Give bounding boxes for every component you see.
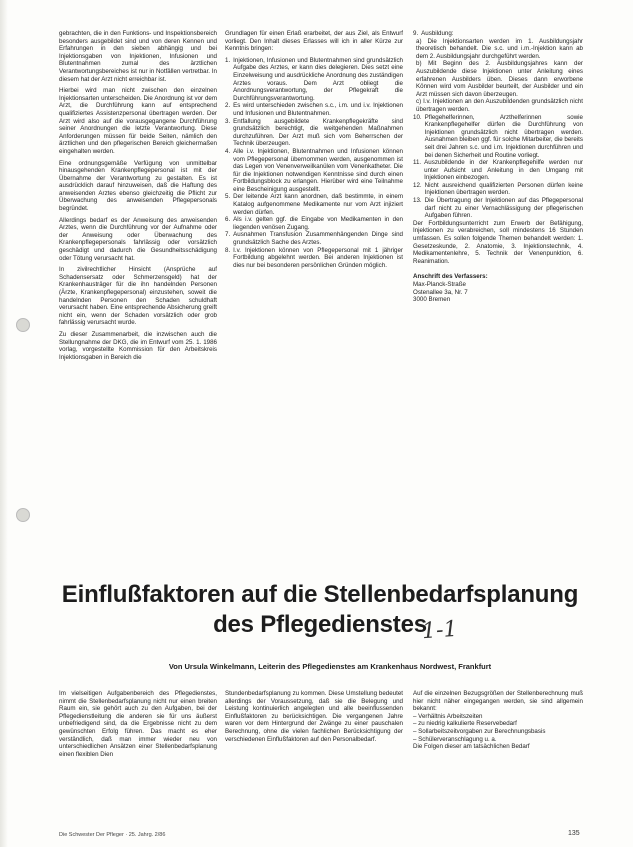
item-number: 12. [413, 181, 422, 189]
column-1-paragraph: In zivilrechtlicher Hinsicht (Ansprüche auf Schadensersatz oder Schmerzensgeld) hat der Krankenhausträger für die ihn handelnden Personen (Ärzte, Krankenpflegepersonal) einzustehen, soweit die handelnden Personen den Schaden schuldhaft verursacht haben. Eine entsprechende Absicherung greift nicht ein, wenn der Schaden vorsätzlich oder grob fahrlässig verursacht wurde. [59, 266, 217, 327]
item-number: 3. [225, 117, 231, 125]
item-number: 4. [225, 147, 231, 155]
page-number: 135 [568, 830, 580, 837]
bottom-text-3-end: Die Folgen dieser am tatsächlichen Bedarf [413, 743, 530, 751]
item-text: b) Mit Beginn des 2. Ausbildungsjahres kann der Auszubildende diese Injektionen unter Anleitung eines erfahrenen Ausbilders üben. Dieses dann erworbene Können wird vom Ausbilder beurteilt, der Ausbilder und ein Arzt müssen sich davon überzeugen. [416, 60, 583, 98]
numbered-item [413, 98, 583, 113]
headline-line-1: Einflußfaktoren auf die Stellenbedarfsplanung [61, 581, 579, 608]
item-text: Die Übertragung der Injektionen auf das Pflegepersonal darf nicht zu einer Vernachlässigung der pflegerischen Aufgaben führen. [424, 197, 583, 220]
bottom-column-1 [59, 690, 217, 830]
item-number: 9. [413, 30, 419, 37]
numbered-item [225, 102, 403, 117]
item-number: 2. [225, 102, 231, 110]
numbered-item [413, 38, 583, 61]
item-text: I.v. Injektionen können von Pflegepersonal mit 1 jähriger Fortbildung abgelehnt werden. Bei anderen Injektionen ist dies nur bei besonderen persönlichen Gründen möglich. [233, 246, 403, 269]
column-3-closing: Der Fortbildungsunterricht zum Erwerb der Befähigung, Injektionen zu verabreichen, soll mindestens 16 Stunden umfassen. Es sollen folgende Themen behandelt werden: 1. Gesetzeskunde, 2. Anatomie, 3. Injektionstechnik, 4. Medikamentenlehre, 5. Technik der Venenpunktion, 6. Reanimation. [413, 219, 583, 265]
numbered-item [225, 118, 403, 148]
scan-shadow [0, 0, 8, 847]
item-text: Nicht ausreichend qualifizierten Personen dürfen keine Injektionen übertragen werden. [424, 181, 583, 197]
bottom-text-1: Im vielseitigen Aufgabenbereich des Pflegedienstes, nimmt die Stellenbedarfsplanung nicht nur einen breiten Raum ein, sie gehört auch zu den Aufgaben, bei der Pflegedienstleitung die anderen sie für uns äußerst unbefriedigend sind, da die Ergebnisse nicht zu dem gewünschten Erfolg führen. Das macht es eher verständlich, daß man immer wieder neu von unterschiedlichen Ansätzen einer Stellenbedarfsplanung einen flexiblen Dien [59, 690, 217, 758]
item-text: Pflegehelferinnen, Arzthelferinnen sowie Krankenpflegehelfer dürfen die Durchführung von Injektionen grundsätzlich nicht übertragen werden. Ausnahmen bleiben ggf. für solche Mitarbeiter, die bereits seit drei Jahren s.c. und i.m. Injektionen durchführen und bei denen Sicherheit und Routine vorliegt. [424, 113, 583, 159]
numbered-item [225, 57, 403, 103]
bottom-text-2: Stundenbedarfsplanung zu kommen. Diese Umstellung bedeutet allerdings der Voraussetzung, daß sie die Belegung und Leistung kontinuierlich angelegten und alle beeinflussenden Einflußfaktoren zu berücksichtigen. Die vergangenen Jahre waren vor dem Hintergrund der Zwänge zu einer pauschalen Berechnung, ohne die vielen fachlichen Berücksichtigung der verschiedenen Einflußfaktoren auf den Personalbedarf. [225, 690, 403, 743]
item-text: Auszubildende in der Krankenpflegehilfe werden nur unter Aufsicht und Anleitung in den Umgang mit Injektionen einbezogen. [424, 159, 583, 182]
footer-journal: Die Schwester Der Pfleger · 25. Jahrg. 2/86 [59, 832, 166, 838]
column-1-paragraph: gebrachten, die in den Funktions- und Inspektionsbereich besonders ausgebildet sind und von deren Kennen und Erfahrungen in den sieben abhängig und bei Injektionsgaben von Injektionen, Infusionen und Blutentnahmen zumal des ärztlichen Verantwortungsbereiches ist nur in Notfällen vertretbar. In diesem hat der Arzt nicht erreichbar ist. [59, 30, 217, 83]
column-1 [59, 30, 217, 508]
author-line: 3000 Bremen [413, 296, 451, 304]
author-address [413, 273, 583, 303]
bottom-list-item: – Schülerveranschlagung u. a. [413, 735, 497, 743]
item-number: 10. [413, 113, 422, 121]
numbered-item [225, 231, 403, 246]
numbered-item [413, 182, 583, 197]
punch-hole [16, 318, 30, 332]
item-number: 13. [413, 197, 422, 205]
item-text: a) Die Injektionsarten werden im 1. Ausbildungsjahr theoretisch behandelt. Die s.c. und i.m.-Injektion kann ab dem 2. Ausbildungsjahr durchgeführt werden. [416, 37, 583, 60]
numbered-item [413, 114, 583, 160]
bottom-list-item: – Verhältnis Arbeitszeiten [413, 712, 483, 720]
item-number: 7. [225, 231, 231, 239]
column-3 [413, 30, 583, 510]
column-1-paragraph: Allerdings bedarf es der Anweisung des anweisenden Arztes, wenn die Durchführung vor der Aufnahme oder der Anweisung oder Überwachung des Krankenpflegepersonals fahrlässig oder vorsätzlich geschädigt und dadurch die Gesundheitsschädigung oder Tötung verursacht hat. [59, 216, 217, 262]
item-text: Alle i.v. Injektionen, Blutentnahmen und Infusionen können vom Pflegepersonal übernommen werden, ausgenommen ist das Legen von Venenverweilkanülen vom Venenkatheter. Die für die Injektionen notwendigen Kenntnisse sind durch einen Fortbildungsblock zu erlangen. Hierüber wird eine Teilnahme eine Bescheinigung ausgestellt. [233, 147, 403, 193]
column-2 [225, 30, 403, 508]
item-text: Als i.v. gelten ggf. die Eingabe von Medikamenten in den liegenden venösen Zugang. [233, 216, 403, 231]
item-text: Ausnahmen Transfusion Zusammenhängenden Dinge sind grundsätzlich Sache des Arztes. [233, 231, 403, 247]
numbered-item [413, 30, 583, 38]
item-number: 8. [225, 246, 231, 254]
item-number: 5. [225, 193, 231, 201]
numbered-item [225, 216, 403, 231]
item-text: Injektionen, Infusionen und Blutentnahmen sind grundsätzlich Aufgabe des Arztes, er kann dies delegieren. Dies setzt eine Einzelweisung und ausdrückliche Anordnung des zuständigen Arztes voraus. Dem Arzt obliegt die Anordnungsverantwortung, der Pflegekraft die Durchführungsverantwortung. [233, 56, 403, 102]
item-number: 6. [225, 216, 231, 224]
column-2-intro: Grundlagen für einen Erlaß erarbeitet, der aus Ziel, als Entwurf vorliegt. Den Inhalt dieses Erlasses will ich in aller Kürze zur Kenntnis bringen: [225, 30, 403, 53]
item-number: 11. [413, 159, 422, 167]
item-text: Ausbildung: [421, 30, 454, 37]
bottom-column-3 [413, 690, 583, 830]
bottom-list-item: – zu niedrig kalkulierte Reservebedarf [413, 720, 517, 728]
item-text: c) I.v. Injektionen an den Auszubildenden grundsätzlich nicht übertragen werden. [416, 98, 583, 113]
author-line: Max-Planck-Straße [413, 281, 466, 288]
item-text: Entfallung ausgebildete Krankenpflegekräfte sind grundsätzlich berechtigt, die weitgehenden Maßnahmen durchzuführen. Der Arzt muß sich vom Beherrschen der Technik überzeugen. [233, 117, 403, 148]
handwritten-mark: 1-1 [421, 616, 459, 645]
numbered-item [225, 148, 403, 194]
numbered-item [413, 159, 583, 182]
column-1-paragraph: Eine ordnungsgemäße Verfügung von unmittelbar hinausgehenden Krankenpflegepersonal ist mit der Übernahme der Verantwortung zu gestalten. Es ist ausdrücklich darauf hinzuweisen, daß die Haftung des anweisenden Arztes ebenso gleichzeitig die Pflicht zur Überwachung des anweisenden Pflegepersonals begründet. [59, 159, 217, 213]
headline-line-2: des Pflegedienstes [213, 611, 427, 638]
author-label: Anschrift des Verfassers: [413, 273, 488, 281]
numbered-item [413, 197, 583, 220]
bottom-text-3-intro: Auf die einzelnen Bezugsgrößen der Stellenberechnung muß hier nicht näher eingegangen werden, sie sind allgemein bekannt: [413, 690, 583, 713]
punch-hole [16, 508, 30, 522]
author-line: Ostenallee 3a, Nr. 7 [413, 288, 468, 296]
article-headline [60, 580, 580, 640]
column-1-paragraph: Zu dieser Zusammenarbeit, die inzwischen auch die Stellungnahme der DKG, die im Entwurf vom 25. 1. 1986 vorlag, vorgestellte Kommission für den Arbeitskreis Injektionsgaben in Bereich die [59, 330, 217, 361]
numbered-item [413, 60, 583, 98]
numbered-item [225, 247, 403, 270]
bottom-list-item: – Sollarbeitszeitvorgaben zur Berechnungsbasis [413, 727, 546, 735]
item-number: 1. [225, 56, 231, 64]
column-1-paragraph: Hierbei wird man nicht zwischen den einzelnen Injektionsarten unterscheiden. Die Anordnung ist vor dem Arzt, die Durchführung kann auf entsprechend qualifiziertes Assistenzpersonal übertragen werden. Der Arzt wird also auf die vorausgegangene Durchführung seiner Anordnungen die letzte Verantwortung. Diese Anforderungen müssen für beide Seiten, nämlich den ärztlichen und den pflegerischen Bereich gleichermaßen eingehalten werden. [59, 87, 217, 155]
numbered-item [225, 193, 403, 216]
item-text: Es wird unterschieden zwischen s.c., i.m. und i.v. Injektionen und Infusionen und Blutentnahmen. [233, 102, 403, 117]
item-text: Der leitende Arzt kann anordnen, daß bestimmte, in einem Katalog aufgenommene Medikamente nur vom Arzt injiziert werden dürfen. [233, 193, 403, 216]
bottom-column-2 [225, 690, 403, 830]
author-byline: Von Ursula Winkelmann, Leiterin des Pflegedienstes am Krankenhaus Nordwest, Frankfurt [168, 662, 492, 671]
